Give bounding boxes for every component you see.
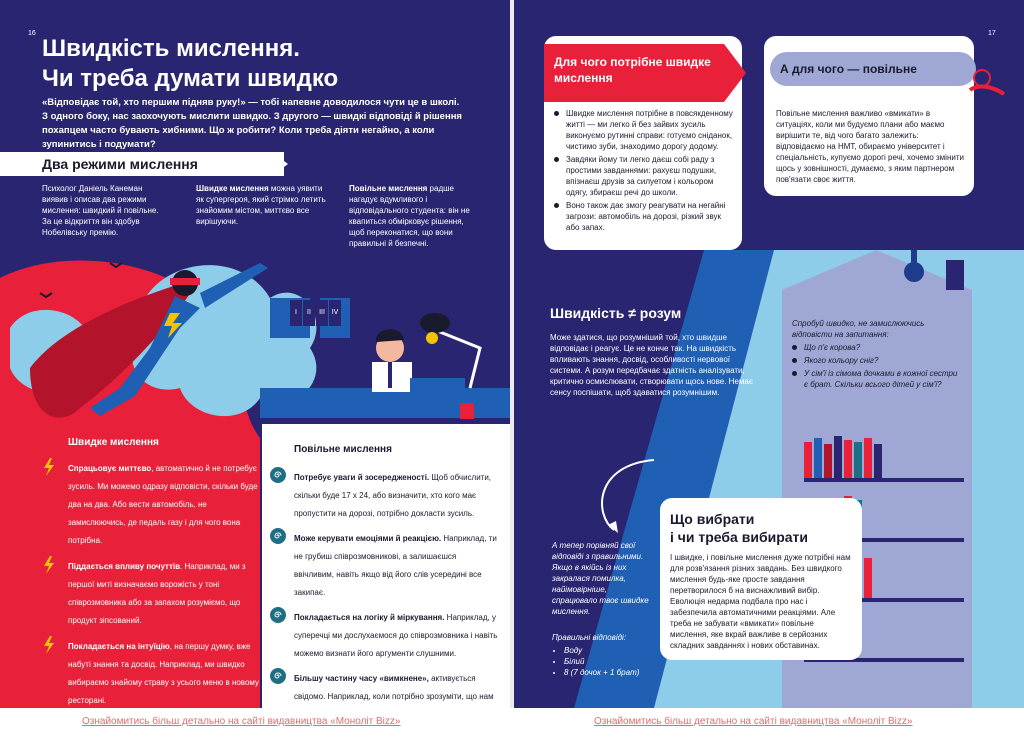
laptop-shape	[410, 378, 465, 413]
page-number: 17	[988, 30, 996, 37]
slow-thinking-title: Повільне мислення	[294, 444, 392, 455]
choose-title	[670, 510, 862, 546]
spiral-icon	[270, 467, 286, 483]
binder-3: III	[316, 300, 328, 326]
title-line-2: Чи треба думати швидко	[42, 65, 339, 92]
slow-item-bold: Більшу частину часу «вимкнене»,	[294, 674, 429, 683]
col2-bold: Швидке мислення	[196, 184, 269, 193]
footer-link-left[interactable]: Ознайомитись більш детально на сайті видавництва «Моноліт Bizz»	[82, 716, 401, 727]
fast-item-bold: Спрацьовує миттєво	[68, 464, 152, 473]
quiz-item: Якого кольору сніг?	[792, 355, 962, 366]
compare-text: А тепер порівняй свої відповіді з правильними. Якщо в якійсь із них закралася помилка, найімовірніше, спрацювало твоє швидке мислення.	[552, 541, 649, 616]
fast-thinking-panel	[42, 437, 260, 708]
slow-item-text: Наприклад, ти не грубиш співрозмовникові, а залишаєшся ввічливим, навіть якщо від його слів усередині все закипає.	[294, 534, 497, 597]
fast-item	[42, 556, 260, 628]
col2-text: можна уявити як супергероя, який стрімко летить знайомим містом, миттєво все вирішуючи.	[196, 184, 326, 226]
lightning-icon	[42, 636, 56, 654]
lightning-icon	[42, 458, 56, 476]
slow-item-text: Щоб обчислити, скільки буде 17 х 24, або визначити, хто кого має пропустити на дорозі, потрібно докласти зусиль.	[294, 473, 492, 518]
slow-usage-banner: А для чого — повільне	[770, 52, 976, 86]
intro-column-2	[196, 183, 331, 227]
quiz-item: Що п'є корова?	[792, 342, 962, 353]
choose-text: І швидке, і повільне мислення дуже потрібні нам для розв'язання різних завдань. Без швидкого мислення будь-яке просте завдання перетворилося б на виснажливий вибір. Еволюція недарма подбала про нас і забезпечила автоматичними реакціями. Але треба не забувати «вмикати» повільне мислення, яке вкрай важливе в серйозних складних завданнях і нових обставинах.	[670, 553, 851, 650]
lead-paragraph: «Відповідає той, хто першим підняв руку!» — тобі напевне доводилося чути це в школі. З одного боку, нас заохочують мислити швидко. З другого — швидкі відповіді й рішення похапцем часто бувають хибними. Що ж робити? Коли треба діяти негайно, а коли зупинитись і подумати?	[42, 97, 462, 150]
page-title	[42, 34, 338, 94]
spiral-icon	[270, 607, 286, 623]
intro-column-1: Психолог Даніель Канеман виявив і описав два режими мислення: швидкий й повільне. За це відкриття він здобув Нобелівську премію.	[42, 184, 159, 237]
fast-item-text: , автоматично й не потребує зусиль. Ми можемо одразу відповісти, скільки буде два на два. Або вести автомобіль, не замислюючись, де педаль газу і для чого вона потрібна.	[68, 464, 258, 545]
slow-item-bold: Покладається на логіку й міркування.	[294, 613, 445, 622]
fast-item-text: . Наприклад, ми з першої миті визначаємо ворожість у тоні співрозмовника або за запахом розуміємо, що продукт зіпсований.	[68, 562, 246, 625]
fast-usage-banner: Для чого потрібне швидке мислення	[544, 44, 724, 102]
right-page	[514, 0, 1024, 708]
fast-item	[42, 636, 260, 708]
fast-item-bold: Піддається впливу почуттів	[68, 562, 180, 571]
snail-icon	[968, 60, 1008, 100]
choose-title-line-1: Що вибрати	[670, 511, 755, 527]
answer-item: • Білий	[564, 656, 662, 667]
answer-item: • Воду	[564, 645, 662, 656]
slow-item	[262, 668, 510, 708]
fast-item	[42, 458, 260, 548]
footer-link-right[interactable]: Ознайомитись більш детально на сайті видавництва «Моноліт Bizz»	[594, 716, 913, 727]
section-title: Два режими мислення	[0, 152, 284, 176]
fast-item-bold: Покладається на інтуїцію	[68, 642, 170, 651]
spiral-icon	[270, 668, 286, 684]
col3-bold: Повільне мислення	[349, 184, 428, 193]
banner-arrow-icon	[724, 44, 746, 102]
answer-item: • 8 (7 дочок + 1 брат)	[564, 667, 662, 678]
slow-item	[262, 467, 510, 521]
curved-arrow-icon	[594, 455, 664, 535]
quiz-block	[792, 318, 962, 392]
quiz-item: У сім'ї із сімома дочками в кожної сестри є брат. Скільки всього дітей у сім'ї?	[792, 368, 962, 390]
section-arrow-icon	[272, 152, 288, 176]
page-number: 16	[28, 30, 36, 37]
binder-2: II	[303, 300, 315, 326]
slow-item-bold: Потребує уваги й зосередженості.	[294, 473, 430, 482]
quiz-intro: Спробуй швидко, не замислюючись відповісти на запитання:	[792, 319, 925, 339]
lamp-shape	[420, 313, 450, 333]
speed-title: Швидкість ≠ розум	[550, 305, 682, 321]
speed-text: Може здатися, що розумніший той, хто швидше відповідає і реагує. Це не конче так. На швидкість впливають знання, досвід, особливості нервової системи. А розум передбачає здатність аналізувати, критично осмислювати, створювати щось нове. Немає сенсу поспішати, щоб здаватися розумнішим.	[550, 333, 753, 397]
binder-1: I	[290, 300, 302, 326]
slow-thinking-panel	[262, 424, 510, 708]
slow-item-bold: Може керувати емоціями й реакцією.	[294, 534, 442, 543]
pencil-cup	[460, 403, 474, 419]
fast-usage-item: Швидке мислення потрібне в повсякденному житті — ми легко й без зайвих зусиль виконуємо рутинні справи: готуємо сніданок, чистимо зуби, знаходимо дорогу додому.	[554, 108, 734, 152]
fast-usage-item: Воно також дає змогу реагувати на негайні загрози: автомобіль на дорозі, різкий звук або запах.	[554, 200, 734, 233]
binder-4: IV	[329, 300, 341, 326]
slow-item	[262, 607, 510, 661]
title-line-1: Швидкість мислення.	[42, 35, 300, 62]
fast-usage-list	[554, 108, 734, 235]
slow-item-text: активується свідомо. Наприклад, коли потрібно зрозуміти, що нам	[294, 674, 494, 701]
slow-item	[262, 528, 510, 600]
fast-usage-item: Завдяки йому ти легко даєш собі раду з простими завданнями: рахуєш подушки, впізнаєш друзів за силуетом і кольором одягу, збираєш речі до школи.	[554, 154, 734, 198]
choose-panel	[660, 498, 862, 660]
slow-item-text: Наприклад, у суперечці ми дослухаємося до співрозмовника і навіть можемо визнати його аргументи слушними.	[294, 613, 498, 658]
fast-item-text: , на першу думку, вже набуті знання та досвід. Наприклад, ми швидко вибираємо знайому страву з усього меню в новому ресторані.	[68, 642, 260, 705]
slow-usage-text: Повільне мислення важливо «вмикати» в ситуаціях, коли ми будуємо плани або маємо вирішити те, від чого багато залежить: відповідаємо на НМТ, обираємо університет і спеціальність, купуємо дорогі речі, хочемо змінити щось у зовнішності, думаємо, з яким партнером пов'язати своє життя.	[776, 109, 964, 184]
fast-thinking-title: Швидке мислення	[68, 437, 159, 448]
answers-block	[552, 632, 662, 678]
spiral-icon	[270, 528, 286, 544]
binders	[290, 300, 341, 326]
lightning-icon	[42, 556, 56, 574]
left-page	[0, 0, 510, 708]
answers-title: Правильні відповіді:	[552, 633, 627, 642]
col3-text: радше нагадує вдумливого і відповідального студента: він не квапиться обмірковує рішення, щоб переконатися, що вони правильні й безпечні.	[349, 184, 470, 248]
choose-title-line-2: і чи треба вибирати	[670, 529, 809, 545]
